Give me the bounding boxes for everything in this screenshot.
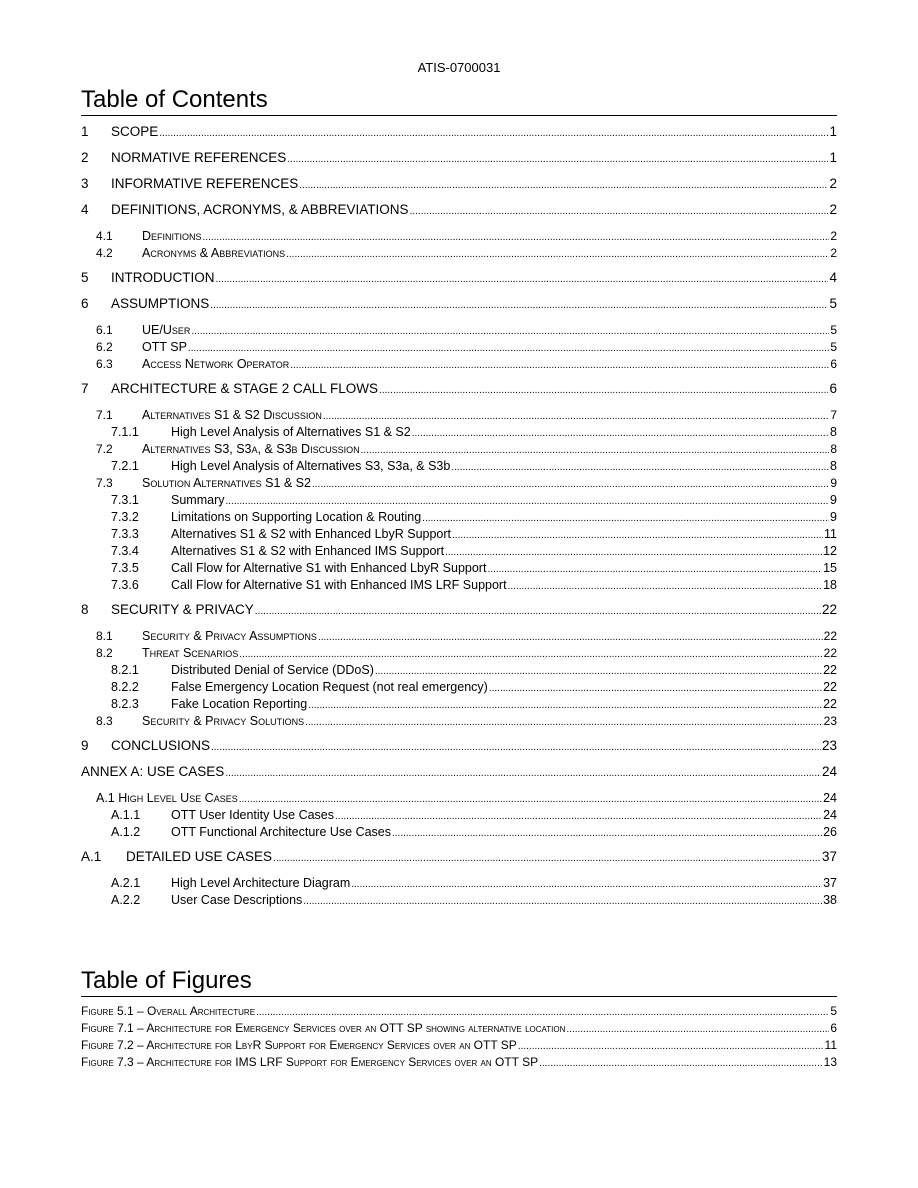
toc-title: Table of Contents (81, 86, 837, 116)
toc-entry-title: False Emergency Location Request (not real emergency) (171, 680, 488, 694)
toc-entry-number: 6.1 (96, 323, 113, 337)
dot-leader (361, 443, 830, 458)
figures-list (81, 1003, 837, 1071)
page-number: 22 (823, 663, 837, 677)
toc-entry[interactable] (81, 807, 837, 824)
toc-entry[interactable] (81, 270, 837, 296)
dot-leader (225, 494, 829, 509)
toc-entry[interactable] (81, 849, 837, 875)
dot-leader (287, 152, 828, 168)
dot-leader (422, 511, 829, 526)
toc-entry-title: A.1 High Level Use Cases (96, 791, 238, 805)
dot-leader (255, 604, 821, 620)
page-number: 2 (830, 229, 837, 243)
page-number: 22 (821, 602, 837, 617)
toc-entry-number: A.2.2 (111, 893, 141, 907)
page-number: 5 (830, 323, 837, 337)
page-number: 5 (830, 340, 837, 354)
dot-leader (518, 1039, 824, 1054)
dot-leader (375, 664, 822, 679)
toc-entry-title: Acronyms & Abbreviations (142, 246, 286, 260)
toc-entry-number: 8 (81, 602, 89, 617)
toc-entry-title: Summary (171, 493, 225, 507)
page-number: 5 (829, 296, 837, 311)
page-number: 1 (829, 150, 837, 165)
page-number: 18 (823, 578, 837, 592)
toc-entry[interactable] (81, 296, 837, 322)
toc-entry-number: 7.3.3 (111, 527, 139, 541)
toc-entry[interactable] (81, 356, 837, 373)
toc-entry-title: UE/User (142, 323, 191, 337)
toc-entry-number: 7.3 (96, 476, 113, 490)
toc-entry[interactable] (81, 662, 837, 679)
toc-entry[interactable] (81, 124, 837, 150)
toc-entry[interactable] (81, 560, 837, 577)
dot-leader (323, 409, 829, 424)
page-number: 6 (830, 357, 837, 371)
page-number: 11 (824, 527, 837, 541)
toc-entry-number: 7.1.1 (111, 425, 139, 439)
toc-entry-title: Call Flow for Alternative S1 with Enhanced IMS LRF Support (171, 578, 507, 592)
figure-entry-title: Figure 7.2 – Architecture for LbyR Support for Emergency Services over an OTT SP (81, 1038, 517, 1052)
page-number: 7 (830, 408, 837, 422)
dot-leader (239, 792, 822, 807)
page-number: 8 (830, 442, 837, 456)
toc-entry-number: 8.2.1 (111, 663, 139, 677)
toc-entry-title: Call Flow for Alternative S1 with Enhanced LbyR Support (171, 561, 487, 575)
dot-leader (508, 579, 823, 594)
figure-entry-title: Figure 7.1 – Architecture for Emergency Services over an OTT SP showing alternative location (81, 1021, 566, 1035)
toc-entry-title: Security & Privacy Assumptions (142, 629, 317, 643)
page-number: 22 (823, 629, 837, 643)
toc-entry-title: CONCLUSIONS (111, 738, 211, 753)
toc-entry[interactable] (81, 202, 837, 228)
toc-entry-number: 3 (81, 176, 89, 191)
dot-leader (303, 894, 822, 909)
toc-entry-title: Alternatives S1 & S2 Discussion (142, 408, 322, 422)
toc-entry-number: 9 (81, 738, 89, 753)
toc-entry-title: ANNEX A: USE CASES (81, 764, 225, 779)
page-number: 6 (829, 381, 837, 396)
dot-leader (489, 681, 822, 696)
toc-entry[interactable] (81, 628, 837, 645)
page-number: 1 (829, 124, 837, 139)
toc-entry-title: OTT User Identity Use Cases (171, 808, 335, 822)
toc-entry-title: Security & Privacy Solutions (142, 714, 305, 728)
toc-entry[interactable] (81, 424, 837, 441)
toc-entry-title: Alternatives S1 & S2 with Enhanced LbyR Support (171, 527, 452, 541)
dot-leader (412, 426, 829, 441)
dot-leader (392, 826, 822, 841)
page-number: 8 (830, 425, 837, 439)
page-number: 23 (821, 738, 837, 753)
toc-entry-title: User Case Descriptions (171, 893, 303, 907)
toc-entry[interactable] (81, 492, 837, 509)
toc-entry[interactable] (81, 892, 837, 909)
toc-entry[interactable] (81, 577, 837, 594)
dot-leader (216, 272, 829, 288)
toc-entry[interactable] (81, 228, 837, 245)
figure-entry[interactable] (81, 1054, 837, 1071)
toc-entry[interactable] (81, 322, 837, 339)
toc-entry-title: High Level Analysis of Alternatives S3, S3a, & S3b (171, 459, 451, 473)
dot-leader (290, 358, 829, 373)
toc-entry[interactable] (81, 645, 837, 662)
toc-entry-number: 7.3.2 (111, 510, 139, 524)
toc-entry-title: Alternatives S1 & S2 with Enhanced IMS Support (171, 544, 445, 558)
dot-leader (225, 766, 821, 782)
toc-entry-number: 4.2 (96, 246, 113, 260)
dot-leader (539, 1056, 823, 1071)
toc-entry-title: Access Network Operator (142, 357, 290, 371)
page-number: 24 (823, 808, 837, 822)
toc-entry-title: ASSUMPTIONS (111, 296, 210, 311)
toc-entry[interactable] (81, 713, 837, 730)
toc-entry-title: INTRODUCTION (111, 270, 215, 285)
page-number: 13 (823, 1055, 837, 1069)
dot-leader (566, 1022, 829, 1037)
page-number: 6 (830, 1021, 837, 1035)
toc-entry-title: DETAILED USE CASES (126, 849, 273, 864)
toc-entry[interactable] (81, 407, 837, 424)
toc-entry-title: ARCHITECTURE & STAGE 2 CALL FLOWS (111, 381, 379, 396)
dot-leader (335, 809, 822, 824)
toc-entry-number: 8.1 (96, 629, 113, 643)
toc-list (81, 124, 837, 909)
dot-leader (188, 341, 829, 356)
dot-leader (203, 230, 830, 245)
toc-entry[interactable] (81, 509, 837, 526)
dot-leader (159, 126, 828, 142)
dot-leader (308, 698, 822, 713)
toc-entry-number: 6 (81, 296, 89, 311)
toc-entry-title: Fake Location Reporting (171, 697, 308, 711)
toc-entry-number: 7.3.4 (111, 544, 139, 558)
page-number: 9 (830, 493, 837, 507)
dot-leader (256, 1005, 829, 1020)
figure-entry-title: Figure 5.1 – Overall Architecture (81, 1004, 256, 1018)
toc-entry[interactable] (81, 543, 837, 560)
toc-entry-title: High Level Analysis of Alternatives S1 & S2 (171, 425, 411, 439)
toc-entry-number: 7.3.5 (111, 561, 139, 575)
dot-leader (305, 715, 823, 730)
dot-leader (286, 247, 829, 262)
toc-entry-title: OTT Functional Architecture Use Cases (171, 825, 391, 839)
page-number: 15 (823, 561, 837, 575)
toc-entry-title: INFORMATIVE REFERENCES (111, 176, 299, 191)
dot-leader (379, 383, 828, 399)
toc-entry-number: A.1.2 (111, 825, 141, 839)
figure-entry[interactable] (81, 1020, 837, 1037)
toc-entry-number: 8.2.3 (111, 697, 139, 711)
toc-entry[interactable] (81, 790, 837, 807)
dot-leader (351, 877, 822, 892)
toc-entry-number: 7.1 (96, 408, 113, 422)
dot-leader (487, 562, 822, 577)
dot-leader (410, 204, 829, 220)
dot-leader (299, 178, 828, 194)
page-number: 8 (830, 459, 837, 473)
toc-entry-title: Distributed Denial of Service (DDoS) (171, 663, 374, 677)
toc-entry-title: Definitions (142, 229, 202, 243)
toc-entry[interactable] (81, 696, 837, 713)
page-number: 5 (830, 1004, 837, 1018)
toc-entry-number: 7.3.6 (111, 578, 139, 592)
page-number: 2 (830, 246, 837, 260)
figure-entry-title: Figure 7.3 – Architecture for IMS LRF Support for Emergency Services over an OTT SP (81, 1055, 539, 1069)
toc-entry[interactable] (81, 458, 837, 475)
page-number: 2 (829, 176, 837, 191)
toc-entry-number: A.1.1 (111, 808, 141, 822)
toc-entry-number: 6.2 (96, 340, 113, 354)
toc-entry-number: 7.2.1 (111, 459, 139, 473)
page-number: 38 (823, 893, 837, 907)
page-number: 22 (823, 680, 837, 694)
toc-entry-title: SCOPE (111, 124, 159, 139)
dot-leader (452, 528, 823, 543)
page-header: ATIS-0700031 (417, 60, 501, 75)
figure-entry[interactable] (81, 1037, 837, 1054)
dot-leader (239, 647, 822, 662)
page-number: 4 (829, 270, 837, 285)
toc-entry-title: High Level Architecture Diagram (171, 876, 351, 890)
toc-entry-number: 8.2.2 (111, 680, 139, 694)
dot-leader (445, 545, 822, 560)
dot-leader (312, 477, 829, 492)
page-number: 24 (821, 764, 837, 779)
toc-entry[interactable] (81, 339, 837, 356)
page-number: 22 (823, 697, 837, 711)
page-number: 12 (823, 544, 837, 558)
toc-entry-number: 1 (81, 124, 89, 139)
toc-entry[interactable] (81, 245, 837, 262)
toc-entry[interactable] (81, 150, 837, 176)
page-number: 23 (823, 714, 837, 728)
toc-entry-number: 4.1 (96, 229, 113, 243)
toc-entry-number: A.1 (81, 849, 102, 864)
toc-entry[interactable] (81, 764, 837, 790)
toc-entry-number: 7.2 (96, 442, 113, 456)
toc-entry-number: 8.3 (96, 714, 113, 728)
figures-title: Table of Figures (81, 967, 837, 997)
figure-entry[interactable] (81, 1003, 837, 1020)
dot-leader (318, 630, 823, 645)
page-number: 24 (823, 791, 837, 805)
toc-entry-title: Threat Scenarios (142, 646, 239, 660)
toc-entry-number: 5 (81, 270, 89, 285)
toc-entry[interactable] (81, 176, 837, 202)
toc-entry[interactable] (81, 602, 837, 628)
toc-entry-title: Alternatives S3, S3a, & S3b Discussion (142, 442, 360, 456)
dot-leader (210, 298, 828, 314)
page-number: 9 (830, 510, 837, 524)
toc-entry-number: 7 (81, 381, 89, 396)
toc-entry-title: NORMATIVE REFERENCES (111, 150, 287, 165)
toc-entry[interactable] (81, 738, 837, 764)
toc-entry-title: OTT SP (142, 340, 187, 354)
page-number: 2 (829, 202, 837, 217)
toc-entry-title: SECURITY & PRIVACY (111, 602, 254, 617)
page-number: 37 (823, 876, 837, 890)
page-number: 22 (823, 646, 837, 660)
toc-entry[interactable] (81, 475, 837, 492)
dot-leader (211, 740, 821, 756)
toc-entry-number: 2 (81, 150, 89, 165)
page-number: 11 (824, 1038, 837, 1052)
toc-entry[interactable] (81, 381, 837, 407)
toc-entry-title: Solution Alternatives S1 & S2 (142, 476, 311, 490)
toc-entry[interactable] (81, 526, 837, 543)
page-number: 9 (830, 476, 837, 490)
page-number: 26 (823, 825, 837, 839)
toc-entry[interactable] (81, 441, 837, 458)
toc-entry-number: 8.2 (96, 646, 113, 660)
toc-entry-number: 6.3 (96, 357, 113, 371)
dot-leader (451, 460, 829, 475)
toc-entry[interactable] (81, 679, 837, 696)
toc-entry[interactable] (81, 875, 837, 892)
page-number: 37 (821, 849, 837, 864)
dot-leader (273, 851, 821, 867)
toc-entry-number: 4 (81, 202, 89, 217)
toc-entry[interactable] (81, 824, 837, 841)
toc-entry-title: DEFINITIONS, ACRONYMS, & ABBREVIATIONS (111, 202, 409, 217)
dot-leader (191, 324, 829, 339)
toc-entry-number: A.2.1 (111, 876, 141, 890)
toc-entry-number: 7.3.1 (111, 493, 139, 507)
toc-entry-title: Limitations on Supporting Location & Routing (171, 510, 422, 524)
